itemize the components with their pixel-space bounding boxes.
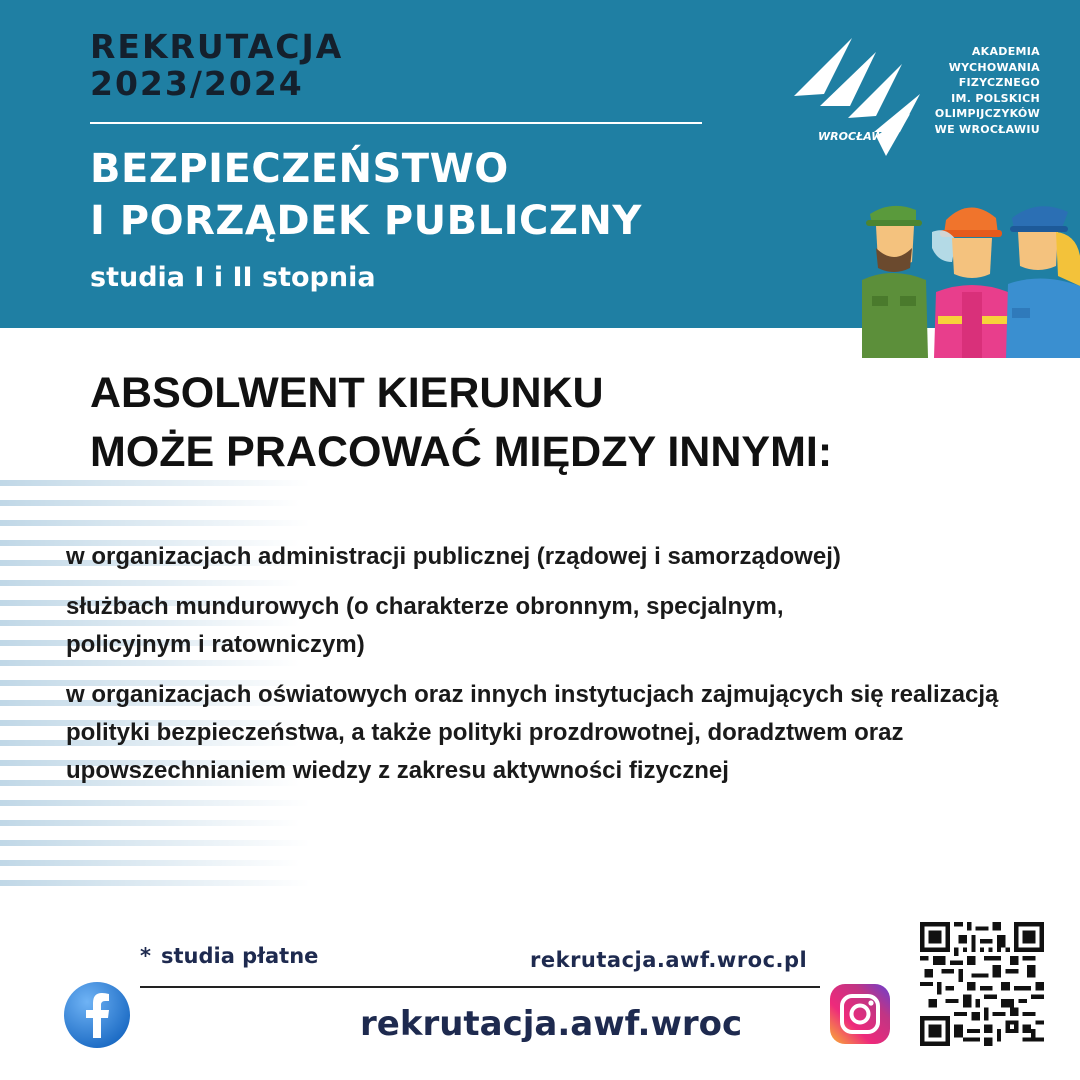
academy-line: OLIMPIJCZYKÓW bbox=[934, 107, 1040, 120]
footer-divider bbox=[140, 986, 820, 988]
study-level: studia I i II stopnia bbox=[90, 262, 376, 293]
police-figure bbox=[1006, 206, 1080, 358]
qr-code[interactable] bbox=[920, 922, 1044, 1046]
academy-line: WE WROCŁAWIU bbox=[934, 122, 1040, 136]
headline-line2: MOŻE PRACOWAĆ MIĘDZY INNYMI: bbox=[90, 428, 833, 476]
recruitment-title bbox=[90, 28, 343, 102]
recruitment-link-small[interactable]: rekrutacja.awf.wroc.pl bbox=[530, 948, 808, 972]
list-item: służbach mundurowych (o charakterze obronnym, specjalnym, policyjnym i ratowniczym) bbox=[66, 593, 784, 658]
recruitment-label: REKRUTACJA bbox=[90, 27, 344, 66]
academy-line: AKADEMIA bbox=[971, 45, 1040, 58]
facebook-icon[interactable] bbox=[62, 980, 132, 1050]
recruitment-link-large[interactable]: rekrutacja.awf.wroc bbox=[360, 1004, 743, 1044]
academy-line: WYCHOWANIA bbox=[948, 60, 1040, 74]
instagram-icon[interactable] bbox=[828, 982, 892, 1046]
paid-studies-label: studia płatne bbox=[160, 944, 319, 968]
soldier-figure bbox=[862, 206, 928, 358]
major-title-line2: I PORZĄDEK PUBLICZNY bbox=[90, 198, 642, 244]
major-title bbox=[90, 143, 642, 247]
asterisk: * bbox=[140, 944, 151, 968]
recruitment-year: 2023/2024 bbox=[90, 64, 304, 103]
major-title-line1: BEZPIECZEŃSTWO bbox=[90, 146, 509, 192]
paid-studies-note bbox=[140, 944, 318, 968]
headline-line1: ABSOLWENT KIERUNKU bbox=[90, 369, 604, 417]
graduate-headline bbox=[90, 364, 832, 482]
list-item: w organizacjach administracji publicznej (rządowej i samorządowej) bbox=[66, 543, 841, 570]
uniformed-figures-illustration bbox=[862, 196, 1080, 358]
academy-line: IM. POLSKICH bbox=[951, 91, 1040, 105]
academy-line: FIZYCZNEGO bbox=[958, 76, 1040, 89]
firefighter-figure bbox=[932, 207, 1010, 358]
header-divider bbox=[90, 122, 702, 124]
career-list bbox=[66, 538, 1056, 802]
logo-city: WROCŁAW bbox=[818, 130, 884, 143]
academy-name bbox=[900, 44, 1040, 137]
list-item: w organizacjach oświatowych oraz innych instytucjach zajmujących się realizacją polityki bezpieczeństwa, a także polityki prozdrowotnej, doradztwem oraz upowszechnianiem wiedzy z zakresu aktywności fizycznej bbox=[66, 681, 999, 784]
